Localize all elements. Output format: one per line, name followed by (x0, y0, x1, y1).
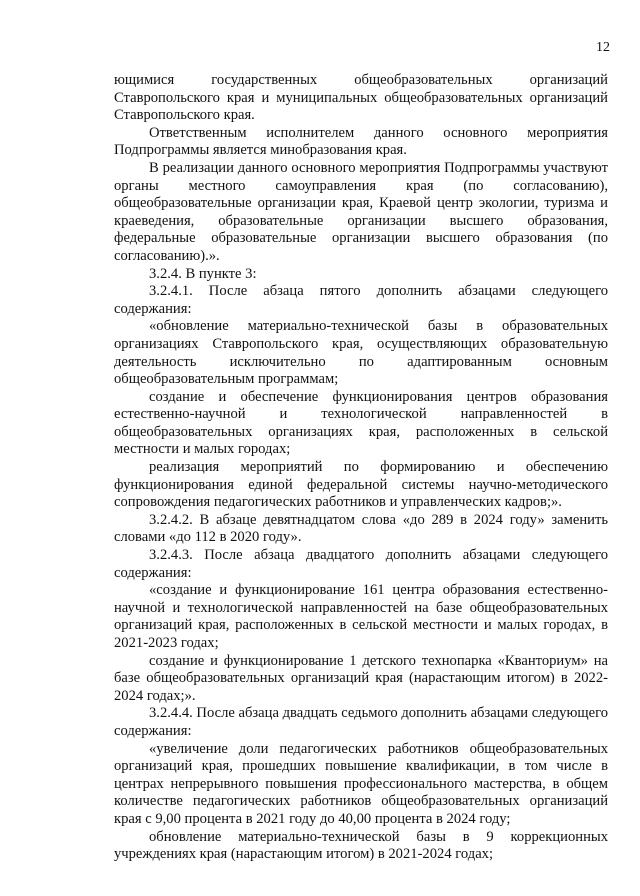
paragraph: реализация мероприятий по формированию и обеспечению функционирования единой федеральной системы научно-методического сопровождения педагогических работников и управленческих кадров;». (114, 459, 608, 511)
paragraph: 3.2.4.4. После абзаца двадцать седьмого дополнить абзацами следующего содержания: (114, 705, 608, 739)
paragraph: создание и функционирование 1 детского технопарка «Кванториум» на базе общеобразовательных организаций края (нарастающим итогом) в 2022-2024 годах;». (114, 652, 608, 704)
paragraph: создание и обеспечение функционирования центров образования естественно-научной и технологической направленностей в общеобразовательных организациях края, расположенных в сельской местности и малых городах; (114, 388, 608, 458)
paragraph: «увеличение доли педагогических работников общеобразовательных организаций края, прошедших повышение квалификации, в том числе в центрах непрерывного повышения профессионального мастерства, в общем количестве педагогических работников общеобразовательных организаций края с 9,00 процента в 2021 году до 40,00 процента в 2024 году; (114, 740, 608, 827)
paragraph: 3.2.4.3. После абзаца двадцатого дополнить абзацами следующего содержания: (114, 547, 608, 581)
paragraph: ющимися государственных общеобразовательных организаций Ставропольского края и муниципальных общеобразовательных организаций Ставропольского края. (114, 72, 608, 124)
page-number: 12 (596, 40, 610, 55)
paragraph: 3.2.4. В пункте 3: (149, 265, 257, 282)
paragraph: 3.2.4.1. После абзаца пятого дополнить абзацами следующего содержания: (114, 283, 608, 317)
paragraph: В реализации данного основного мероприятия Подпрограммы участвуют органы местного самоуправления края (по согласованию), общеобразовательные организации края, Краевой центр экологии, туризма и краеведения, образовательные организации высшего образования, федеральные образовательные организации высшего образования (по согласованию).». (114, 159, 608, 264)
paragraph: 3.2.4.2. В абзаце девятнадцатом слова «до 289 в 2024 году» заменить словами «до 112 в 2020 году». (114, 511, 608, 546)
document-body (114, 72, 608, 864)
paragraph: обновление материально-технической базы в 9 коррекционных учреждениях края (нарастающим итогом) в 2021-2024 годах; (114, 828, 608, 863)
paragraph: «обновление материально-технической базы в образовательных организациях Ставропольского края, осуществляющих образовательную деятельность исключительно по адаптированным основным общеобразовательным программам; (114, 318, 608, 388)
paragraph: Ответственным исполнителем данного основного мероприятия Подпрограммы является минобразования края. (114, 124, 608, 159)
paragraph: «создание и функционирование 161 центра образования естественно-научной и технологической направленностей на базе общеобразовательных организаций края, расположенных в сельской местности и малых городах, в 2021-2023 годах; (114, 582, 608, 651)
